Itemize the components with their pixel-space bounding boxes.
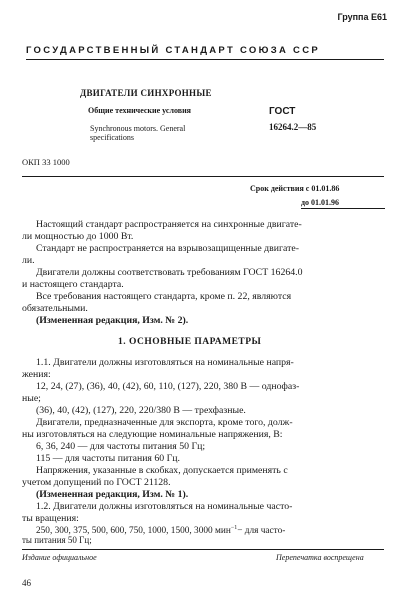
section-line: учетом допущений по ГОСТ 21128. — [22, 477, 171, 488]
middle-rule — [22, 176, 384, 177]
intro-line: Двигатели должны соответствовать требованиям ГОСТ 16264.0 — [36, 267, 303, 278]
section-heading: 1. ОСНОВНЫЕ ПАРАМЕТРЫ — [118, 337, 262, 347]
subtitle-russian: Общие технические условия — [88, 106, 192, 115]
amendment-note: (Измененная редакция, Изм. № 2). — [36, 315, 189, 326]
validity-to: до 01.01.96 — [301, 198, 340, 207]
top-rule — [26, 59, 384, 60]
section-line: ты питания 50 Гц; — [22, 535, 92, 545]
validity-from: Срок действия с 01.01.86 — [250, 184, 340, 193]
intro-line: обязательными. — [22, 303, 88, 314]
bottom-rule — [22, 549, 384, 550]
page-number: 46 — [22, 578, 31, 588]
intro-line: Стандарт не распространяется на взрывозащищенные двигате- — [36, 243, 300, 254]
intro-line: Настоящий стандарт распространяется на синхронные двигате- — [36, 219, 302, 230]
section-line: ные; — [22, 393, 41, 404]
superscript-minus-one: −1 — [230, 525, 238, 531]
intro-line: ли. — [22, 255, 35, 266]
okp-code: ОКП 33 1000 — [22, 157, 70, 167]
standard-banner: ГОСУДАРСТВЕННЫЙ СТАНДАРТ СОЮЗА ССР — [26, 45, 321, 56]
section-line: 1.1. Двигатели должны изготовляться на номинальные напря- — [36, 357, 294, 368]
section-line: 1.2. Двигатели должны изготовляться на номинальные часто- — [36, 501, 293, 512]
section-line: Напряжения, указанные в скобках, допускается применять с — [36, 465, 288, 476]
footer-reprint-prohibited: Перепечатка воспрещена — [276, 553, 364, 562]
group-code: Группа Е61 — [337, 12, 387, 22]
intro-line: и настоящего стандарта. — [22, 279, 124, 290]
section-line: ты вращения: — [22, 513, 79, 524]
section-line: (36), 40, (42), (127), 220, 220/380 В — трехфазные. — [36, 405, 246, 416]
intro-line: Все требования настоящего стандарта, кроме п. 22, являются — [36, 291, 292, 302]
section-line: 115 — для частоты питания 60 Гц. — [36, 453, 180, 464]
section-line: 12, 24, (27), (36), 40, (42), 60, 110, (127), 220, 380 В — однофаз- — [36, 381, 300, 392]
gost-number: 16264.2—85 — [269, 122, 317, 132]
intro-line: ли мощностью до 1000 Вт. — [22, 231, 134, 242]
section-line: Двигатели, предназначенные для экспорта, кроме того, долж- — [36, 417, 293, 428]
footer-official-edition: Издание официальное — [22, 553, 97, 562]
section-line: жения: — [22, 369, 51, 380]
section-line: 6, 36, 240 — для частоты питания 50 Гц; — [36, 441, 206, 452]
rotation-speeds: 250, 300, 375, 500, 600, 750, 1000, 1500, 3000 мин — [36, 526, 231, 537]
subtitle-english: Synchronous motors. General specifications — [90, 124, 186, 142]
document-title: ДВИГАТЕЛИ СИНХРОННЫЕ — [80, 88, 212, 98]
amendment-note: (Измененная редакция, Изм. № 1). — [36, 489, 189, 500]
gost-label: ГОСТ — [269, 106, 296, 117]
section-line: ны изготовляться на следующие номинальные напряжения, В: — [22, 429, 283, 440]
rotation-speeds-tail: − для часто- — [237, 526, 286, 537]
validity-underline — [301, 208, 385, 209]
